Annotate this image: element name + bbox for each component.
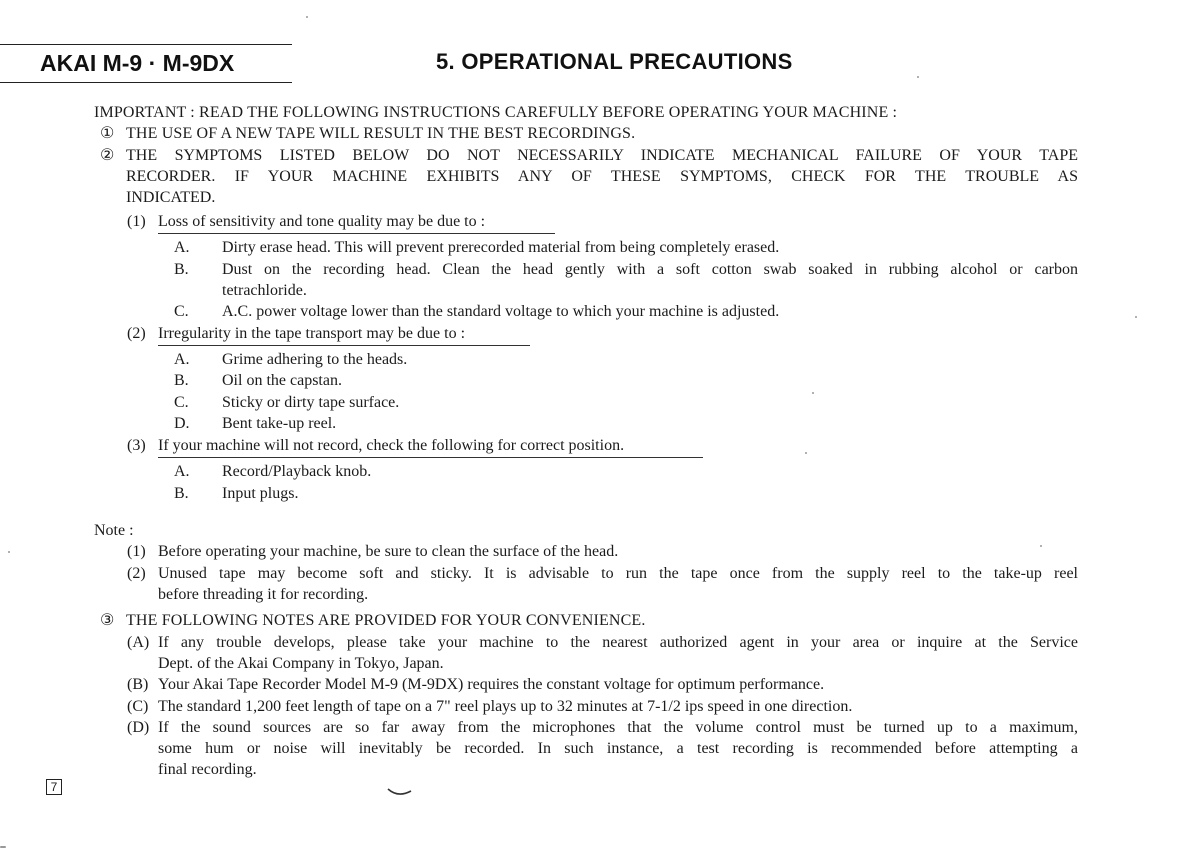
sub1-b-line1: Dust on the recording head. Clean the head gently with a soft cotton swab soaked in rubbing alcohol or carbon <box>222 261 1078 278</box>
sub1-b-label: B. <box>174 261 189 278</box>
sub1-b-line2: tetrachloride. <box>222 282 307 299</box>
item3-a-num: (A) <box>127 634 150 651</box>
scan-speck <box>1135 316 1137 318</box>
item3-d-line1: If the sound sources are so far away from the microphones that the volume control must be turned up to a maximum, <box>158 719 1078 736</box>
item3-a-line2: Dept. of the Akai Company in Tokyo, Japan. <box>158 655 444 672</box>
sub2-a-label: A. <box>174 351 190 368</box>
scan-speck <box>306 16 308 18</box>
sub1-heading-underline <box>158 233 555 234</box>
item2-line1: THE SYMPTOMS LISTED BELOW DO NOT NECESSARILY INDICATE MECHANICAL FAILURE OF YOUR TAPE <box>126 147 1078 164</box>
header-bottom-rule <box>0 82 292 83</box>
note2-line1: Unused tape may become soft and sticky. It is advisable to run the tape once from the supply reel to the take-up reel <box>158 565 1078 582</box>
sub3-heading: If your machine will not record, check the following for correct position. <box>158 437 625 454</box>
intro-line: IMPORTANT : READ THE FOLLOWING INSTRUCTIONS CAREFULLY BEFORE OPERATING YOUR MACHINE : <box>94 104 898 121</box>
item3-c-num: (C) <box>127 698 149 715</box>
sub1-num: (1) <box>127 213 146 230</box>
header-top-rule <box>0 44 292 45</box>
sub2-b-label: B. <box>174 372 189 389</box>
sub3-b-label: B. <box>174 485 189 502</box>
item2-line3: INDICATED. <box>126 189 216 206</box>
note-label: Note : <box>94 522 134 539</box>
sub2-c-label: C. <box>174 394 189 411</box>
sub2-c-text: Sticky or dirty tape surface. <box>222 394 400 411</box>
note2-num: (2) <box>127 565 146 582</box>
item2-line2: RECORDER. IF YOUR MACHINE EXHIBITS ANY OF THESE SYMPTOMS, CHECK FOR THE TROUBLE AS <box>126 168 1078 185</box>
item3-text: THE FOLLOWING NOTES ARE PROVIDED FOR YOUR CONVENIENCE. <box>126 612 646 629</box>
sub3-a-label: A. <box>174 463 190 480</box>
item3-c-text: The standard 1,200 feet length of tape on a 7" reel plays up to 32 minutes at 7-1/2 ips speed in one direction. <box>158 698 853 715</box>
item1-text: THE USE OF A NEW TAPE WILL RESULT IN THE BEST RECORDINGS. <box>126 125 636 142</box>
item3-b-num: (B) <box>127 676 149 693</box>
item3-d-line2: some hum or noise will inevitably be recorded. In such instance, a test recording is recommended before attempting a <box>158 740 1078 757</box>
sub1-c-label: C. <box>174 303 189 320</box>
scan-speck <box>0 846 6 848</box>
sub3-a-text: Record/Playback knob. <box>222 463 372 480</box>
page-number: 7 <box>46 779 62 795</box>
item3-marker: ③ <box>100 612 115 629</box>
print-mark <box>386 786 414 798</box>
sub2-heading: Irregularity in the tape transport may be due to : <box>158 325 466 342</box>
item1-marker: ① <box>100 125 115 142</box>
sub1-c-text: A.C. power voltage lower than the standard voltage to which your machine is adjusted. <box>222 303 780 320</box>
scan-speck <box>812 392 814 394</box>
sub3-b-text: Input plugs. <box>222 485 299 502</box>
scan-speck <box>805 452 807 454</box>
item3-d-num: (D) <box>127 719 150 736</box>
scan-speck <box>917 76 919 78</box>
sub3-num: (3) <box>127 437 146 454</box>
scan-speck <box>1040 545 1042 547</box>
sub1-a-label: A. <box>174 239 190 256</box>
sub2-b-text: Oil on the capstan. <box>222 372 342 389</box>
note2-line2: before threading it for recording. <box>158 586 369 603</box>
sub1-a-text: Dirty erase head. This will prevent prerecorded material from being completely erased. <box>222 239 780 256</box>
brand-title: AKAI M-9 · M-9DX <box>40 50 235 76</box>
sub2-d-text: Bent take-up reel. <box>222 415 337 432</box>
sub1-heading: Loss of sensitivity and tone quality may be due to : <box>158 213 486 230</box>
sub2-a-text: Grime adhering to the heads. <box>222 351 408 368</box>
note1-num: (1) <box>127 543 146 560</box>
sub2-d-label: D. <box>174 415 190 432</box>
item2-marker: ② <box>100 147 115 164</box>
sub2-heading-underline <box>158 345 530 346</box>
item3-d-line3: final recording. <box>158 761 257 778</box>
sub3-heading-underline <box>158 457 703 458</box>
item3-a-line1: If any trouble develops, please take your machine to the nearest authorized agent in your area or inquire at the Service <box>158 634 1078 651</box>
page-title: 5. OPERATIONAL PRECAUTIONS <box>436 49 793 74</box>
item3-b-text: Your Akai Tape Recorder Model M-9 (M-9DX) requires the constant voltage for optimum performance. <box>158 676 825 693</box>
sub2-num: (2) <box>127 325 146 342</box>
scan-speck <box>8 551 10 553</box>
note1-text: Before operating your machine, be sure to clean the surface of the head. <box>158 543 619 560</box>
